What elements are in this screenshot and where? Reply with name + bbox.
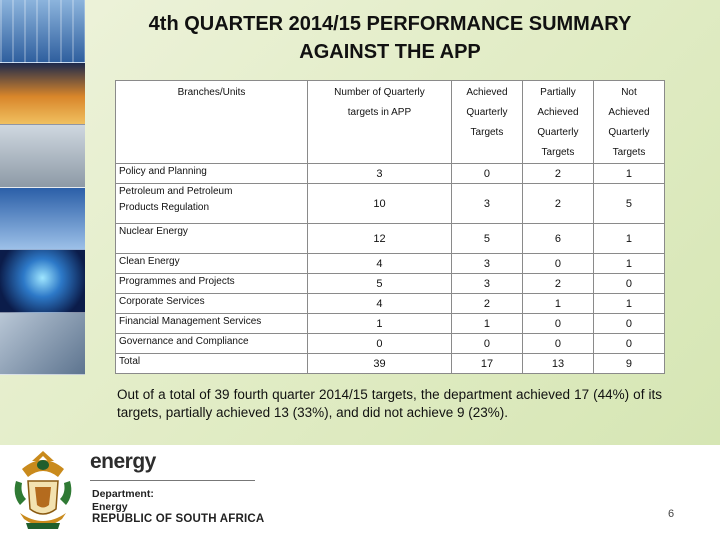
row-label: Petroleum and Petroleum Products Regulation bbox=[116, 184, 308, 224]
cell-achieved: 3 bbox=[451, 254, 522, 274]
header-partially-achieved: Partially Achieved Quarterly Targets bbox=[522, 81, 593, 164]
cell-number: 0 bbox=[308, 334, 452, 354]
cell-not: 1 bbox=[593, 164, 664, 184]
gas-flame-image bbox=[0, 63, 85, 126]
header-number-targets: Number of Quarterly targets in APP bbox=[308, 81, 452, 164]
cell-number: 5 bbox=[308, 274, 452, 294]
table-row bbox=[116, 164, 665, 184]
solar-panel-image bbox=[0, 0, 85, 63]
cell-not: 1 bbox=[593, 294, 664, 314]
row-label: Programmes and Projects bbox=[116, 274, 308, 294]
cell-not: 1 bbox=[593, 254, 664, 274]
cell-partially: 6 bbox=[522, 224, 593, 254]
table-row bbox=[116, 184, 665, 224]
header-achieved: Achieved Quarterly Targets bbox=[451, 81, 522, 164]
cell-not: 0 bbox=[593, 334, 664, 354]
cell-not: 5 bbox=[593, 184, 664, 224]
row-label: Nuclear Energy bbox=[116, 224, 308, 254]
wind-turbine-image bbox=[0, 188, 85, 251]
row-label: Governance and Compliance bbox=[116, 334, 308, 354]
light-bulb-image bbox=[0, 313, 85, 376]
table-row bbox=[116, 334, 665, 354]
table-row bbox=[116, 294, 665, 314]
cell-number: 12 bbox=[308, 224, 452, 254]
cell-not: 0 bbox=[593, 274, 664, 294]
cell-achieved: 1 bbox=[451, 314, 522, 334]
header-branches: Branches/Units bbox=[116, 81, 308, 164]
cell-partially: 2 bbox=[522, 164, 593, 184]
cell-achieved: 2 bbox=[451, 294, 522, 314]
energy-image-strip bbox=[0, 0, 85, 375]
page-title bbox=[110, 10, 670, 66]
brand-logo-text: energy bbox=[90, 450, 156, 473]
cell-achieved: 17 bbox=[451, 354, 522, 374]
table-row bbox=[116, 254, 665, 274]
table-row-total bbox=[116, 354, 665, 374]
cell-partially: 0 bbox=[522, 334, 593, 354]
country-name: REPUBLIC OF SOUTH AFRICA bbox=[92, 513, 265, 525]
cell-not: 1 bbox=[593, 224, 664, 254]
pipeline-image bbox=[0, 125, 85, 188]
cell-partially: 0 bbox=[522, 314, 593, 334]
cell-achieved: 3 bbox=[451, 184, 522, 224]
table-row bbox=[116, 224, 665, 254]
title-line-2: AGAINST THE APP bbox=[299, 41, 481, 63]
title-line-1: 4th QUARTER 2014/15 PERFORMANCE SUMMARY bbox=[148, 13, 632, 35]
gas-burner-image bbox=[0, 250, 85, 313]
row-label: Policy and Planning bbox=[116, 164, 308, 184]
cell-achieved: 3 bbox=[451, 274, 522, 294]
header-not-achieved: Not Achieved Quarterly Targets bbox=[593, 81, 664, 164]
cell-number: 4 bbox=[308, 254, 452, 274]
cell-partially: 2 bbox=[522, 274, 593, 294]
row-label: Corporate Services bbox=[116, 294, 308, 314]
cell-not: 0 bbox=[593, 314, 664, 334]
row-label: Financial Management Services bbox=[116, 314, 308, 334]
cell-number: 4 bbox=[308, 294, 452, 314]
cell-partially: 2 bbox=[522, 184, 593, 224]
cell-number: 3 bbox=[308, 164, 452, 184]
cell-achieved: 0 bbox=[451, 334, 522, 354]
cell-number: 39 bbox=[308, 354, 452, 374]
table-row bbox=[116, 314, 665, 334]
row-label: Total bbox=[116, 354, 308, 374]
table-row bbox=[116, 274, 665, 294]
cell-achieved: 0 bbox=[451, 164, 522, 184]
coat-of-arms-icon bbox=[8, 447, 78, 535]
cell-partially: 13 bbox=[522, 354, 593, 374]
summary-text: Out of a total of 39 fourth quarter 2014/15 targets, the department achieved 17 (44%) of its targets, partially achieved 13 (33%), and did not achieve 9 (23%). bbox=[117, 387, 662, 420]
cell-not: 9 bbox=[593, 354, 664, 374]
cell-partially: 1 bbox=[522, 294, 593, 314]
cell-number: 10 bbox=[308, 184, 452, 224]
page-number: 6 bbox=[668, 508, 675, 520]
cell-achieved: 5 bbox=[451, 224, 522, 254]
table-header-row bbox=[116, 81, 665, 164]
department-label: Department: bbox=[92, 488, 154, 500]
brand-divider bbox=[90, 480, 255, 481]
performance-table bbox=[115, 80, 665, 374]
cell-partially: 0 bbox=[522, 254, 593, 274]
row-label: Clean Energy bbox=[116, 254, 308, 274]
department-name: Energy bbox=[92, 501, 128, 513]
cell-number: 1 bbox=[308, 314, 452, 334]
